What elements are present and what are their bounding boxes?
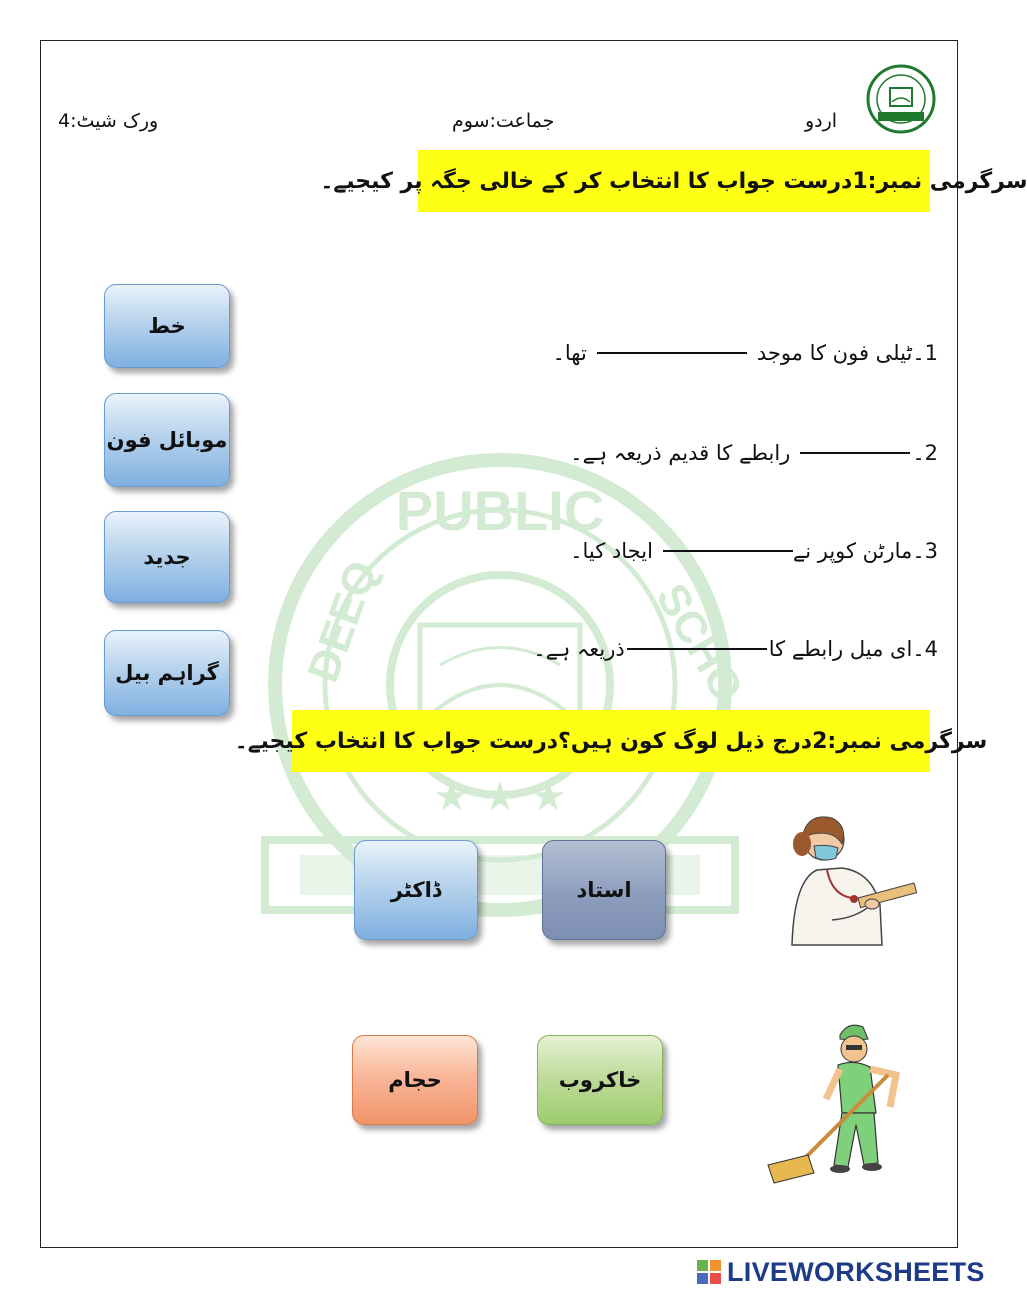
liveworksheets-brand [697,1256,985,1288]
option-button-modern[interactable]: جدید [104,511,230,603]
answer-button-doctor[interactable]: ڈاکٹر [354,840,478,940]
option-button-mobile-phone[interactable]: موبائل فون [104,393,230,487]
question-3 [570,534,938,568]
option-button-graham-bell[interactable]: گراہم بیل [104,630,230,716]
question-text-after: تھا۔ [552,341,587,365]
doctor-illustration-icon [772,810,922,945]
worksheet-label: ورک شیٹ:4 [58,110,159,132]
answer-blank-2[interactable] [800,452,910,454]
answer-blank-1[interactable] [597,352,747,354]
question-text-after: ایجاد کیا۔ [570,539,653,563]
liveworksheets-logo-icon [697,1260,721,1284]
question-text-before: ٹیلی فون کا موجد [756,341,913,365]
question-2 [570,436,938,470]
svg-text:SCHO: SCHO [646,575,753,711]
answer-blank-4[interactable] [627,648,767,650]
svg-text:PUBLIC: PUBLIC [395,479,605,542]
question-text-before: ای میل رابطے کا [768,637,913,661]
class-label: جماعت:سوم [452,110,555,132]
question-number: 1۔ [912,341,938,365]
question-text-after: ذریعہ ہے۔ [533,637,625,661]
question-1 [553,336,938,370]
watermark-seal-icon [255,415,753,955]
question-number: 4۔ [912,637,938,661]
school-seal-icon [866,64,936,134]
subject-label: اردو [805,110,838,132]
option-button-letter[interactable]: خط [104,284,230,368]
sweeper-illustration-icon [768,1015,918,1187]
question-number: 2۔ [912,441,938,465]
question-number: 3۔ [912,539,938,563]
answer-button-barber[interactable]: حجام [352,1035,478,1125]
question-text-before: مارٹن کوپر نے [792,539,913,563]
activity1-title: سرگرمی نمبر:1درست جواب کا انتخاب کر کے خالی جگہ پر کیجیے۔ [418,150,930,212]
activity2-title: سرگرمی نمبر:2درج ذیل لوگ کون ہیں؟درست جواب کا انتخاب کیجیے۔ [292,710,930,772]
answer-button-sweeper[interactable]: خاکروب [537,1035,663,1125]
svg-text:★ ★ ★: ★ ★ ★ [433,774,567,820]
question-4 [533,632,938,666]
brand-text: LIVEWORKSHEETS [727,1256,985,1287]
question-text-after: رابطے کا قدیم ذریعہ ہے۔ [570,441,791,465]
answer-button-teacher[interactable]: استاد [542,840,666,940]
answer-blank-3[interactable] [663,550,793,552]
svg-text:DEEQ: DEEQ [298,554,388,689]
